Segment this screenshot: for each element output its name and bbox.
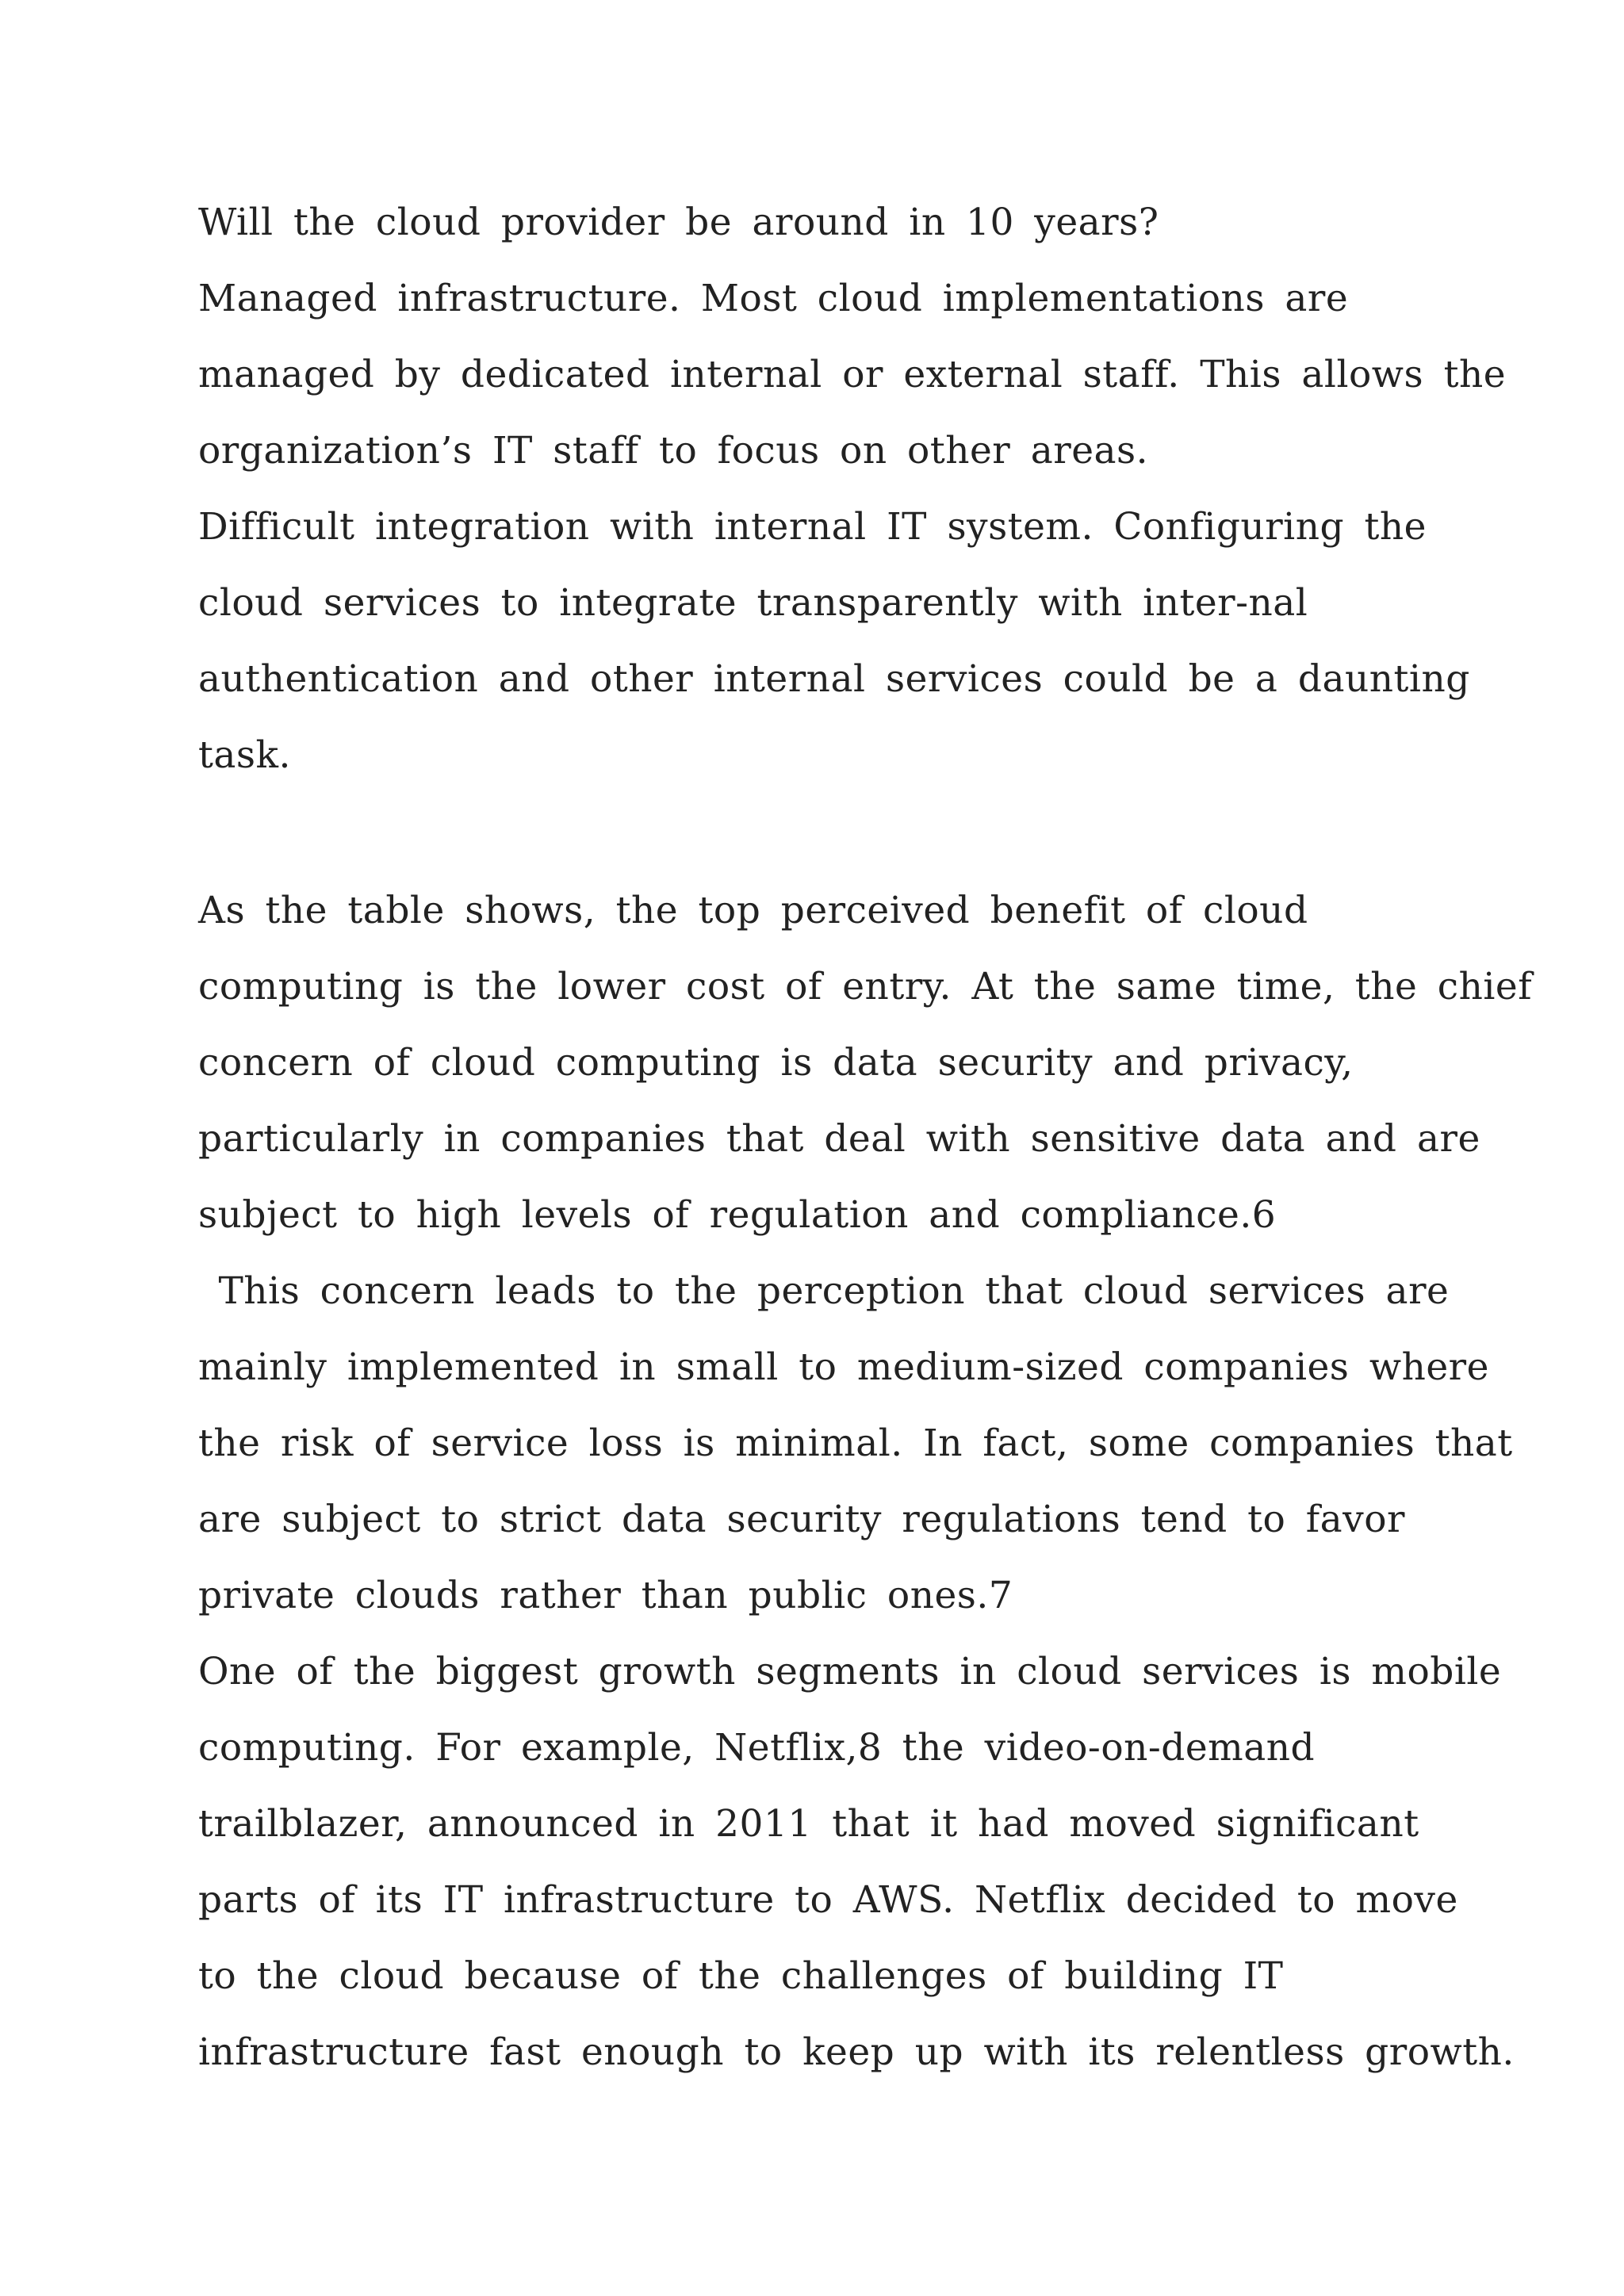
- text-line: organization’s IT staff to focus on other areas.: [198, 429, 1149, 473]
- text-line: authentication and other internal services could be a daunting: [198, 657, 1470, 701]
- text-line: One of the biggest growth segments in cloud services is mobile: [198, 1650, 1502, 1693]
- text-line: parts of its IT infrastructure to AWS. Netflix decided to move: [198, 1878, 1458, 1922]
- text-line: are subject to strict data security regulations tend to favor: [198, 1498, 1405, 1541]
- text-line: Managed infrastructure. Most cloud implementations are: [198, 277, 1349, 320]
- text-line: cloud services to integrate transparently with inter-nal: [198, 581, 1308, 625]
- text-line: infrastructure fast enough to keep up with its relentless growth.: [198, 2030, 1515, 2074]
- text-line: the risk of service loss is minimal. In fact, some companies that: [198, 1422, 1513, 1465]
- text-line: As the table shows, the top perceived benefit of cloud: [198, 889, 1308, 932]
- text-line: subject to high levels of regulation and compliance.6: [198, 1193, 1277, 1237]
- text-line: Will the cloud provider be around in 10 years?: [198, 201, 1159, 244]
- text-line: Difficult integration with internal IT system. Configuring the: [198, 505, 1427, 549]
- text-line: concern of cloud computing is data security and privacy,: [198, 1041, 1354, 1085]
- text-line: managed by dedicated internal or external staff. This allows the: [198, 353, 1507, 396]
- paragraph-block-cloud-benefits: [198, 873, 1533, 2091]
- text-line: This concern leads to the perception that cloud services are: [198, 1269, 1450, 1313]
- text-line: mainly implemented in small to medium-sized companies where: [198, 1345, 1489, 1389]
- paragraph-block-cloud-concerns: [198, 185, 1507, 794]
- text-line: private clouds rather than public ones.7: [198, 1574, 1013, 1617]
- text-line: particularly in companies that deal with sensitive data and are: [198, 1117, 1480, 1161]
- text-line: computing is the lower cost of entry. At the same time, the chief: [198, 965, 1533, 1008]
- text-line: computing. For example, Netflix,8 the video-on-demand: [198, 1726, 1316, 1770]
- text-line: task.: [198, 733, 291, 777]
- text-line: to the cloud because of the challenges of building IT: [198, 1954, 1284, 1998]
- text-line: trailblazer, announced in 2011 that it had moved significant: [198, 1802, 1419, 1846]
